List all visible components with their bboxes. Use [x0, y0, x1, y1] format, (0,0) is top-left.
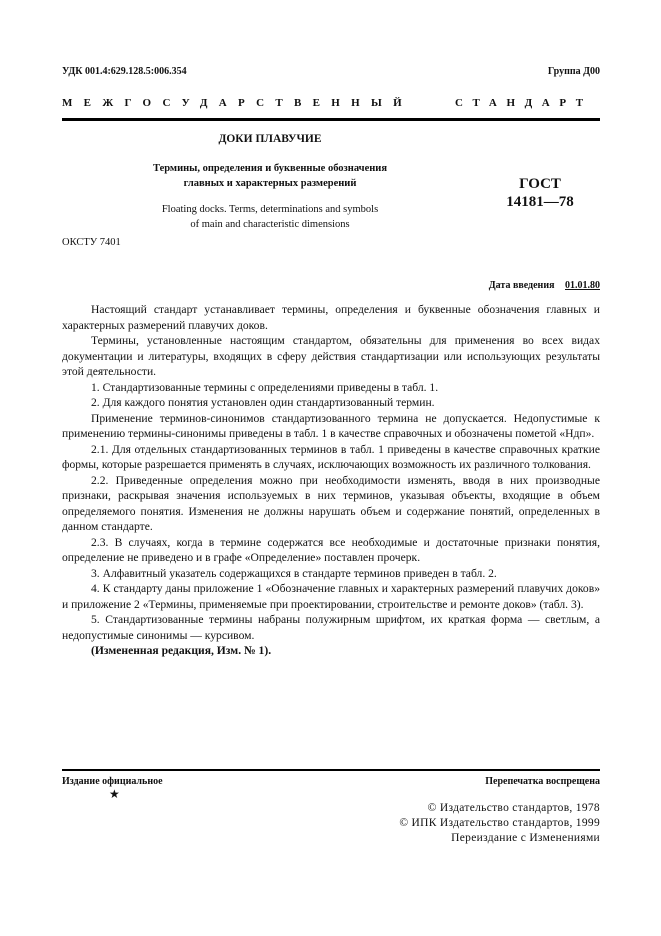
paragraph: Настоящий стандарт устанавливает термины, определения и буквенные обозначения главных и характерных размерений плавучих доков. [62, 303, 600, 332]
paragraph: Термины, установленные настоящим стандартом, обязательны для применения во всех видах документации и литературы, входящих в сферу действия стандартизации или использующих результаты этой деятельности. [62, 334, 600, 378]
gost-label: ГОСТ [519, 176, 561, 192]
standard-type-word1: МЕЖГОСУДАРСТВЕННЫЙ [62, 97, 413, 109]
paragraph: 3. Алфавитный указатель содержащихся в стандарте терминов приведен в табл. 2. [91, 566, 497, 580]
english-title-line: Floating docks. Terms, determinations and symbols [161, 204, 379, 215]
english-title [120, 202, 420, 232]
header-rule [62, 118, 600, 121]
reissue-note: Переиздание с Изменениями [451, 832, 600, 844]
paragraph: 2.3. В случаях, когда в термине содержатся все необходимые и достаточные признаки понятия, определение не приведено и в графе «Определение» поставлен прочерк. [62, 535, 600, 564]
official-edition: Издание официальное [62, 776, 163, 787]
copyright-line: © Издательство стандартов, 1978 [427, 802, 600, 814]
okstu-code: ОКСТУ 7401 [62, 237, 121, 248]
copyright-line: © ИПК Издательство стандартов, 1999 [399, 817, 600, 829]
reprint-prohibited: Перепечатка воспрещена [485, 776, 600, 787]
paragraph: 4. К стандарту даны приложение 1 «Обозначение главных и характерных размерений плавучих доков» и приложение 2 «Термины, применяемые при проектировании, строительстве и ремонте доков» (табл. 3). [62, 582, 600, 611]
paragraph: 5. Стандартизованные термины набраны полужирным шрифтом, их краткая форма — светлым, а недопустимые синонимы — курсивом. [62, 613, 600, 642]
effective-date-label: Дата введения [488, 280, 555, 291]
subtitle-line: главных и характерных размерений [183, 178, 357, 189]
paragraph: 2. Для каждого понятия установлен один стандартизованный термин. [91, 396, 435, 409]
document-title: ДОКИ ПЛАВУЧИЕ [218, 133, 322, 145]
paragraph: 2.1. Для отдельных стандартизованных терминов в табл. 1 приведены в качестве справочных краткие формы, которые разрешается применять в случаях, исключающих возможность их различного толкования. [62, 442, 600, 471]
footer-rule [62, 769, 600, 771]
document-subtitle [120, 161, 420, 191]
gost-number: 14181—78 [506, 194, 574, 210]
gost-designation [490, 175, 590, 211]
document-body [62, 302, 600, 659]
udk-code: УДК 001.4:629.128.5:006.354 [62, 66, 187, 77]
effective-date-value: 01.01.80 [565, 280, 600, 291]
standard-type-word2: СТАНДАРТ [455, 97, 593, 109]
copyright-block [399, 801, 600, 846]
english-title-line: of main and characteristic dimensions [190, 219, 350, 230]
amendment-note: (Измененная редакция, Изм. № 1). [91, 644, 272, 657]
effective-date [489, 280, 600, 291]
paragraph: Применение терминов-синонимов стандартизованного термина не допускается. Недопустимые к применению термины-синонимы приведены в табл. 1 в качестве справочных и обозначены пометой «Ндп». [62, 411, 600, 440]
paragraph: 1. Стандартизованные термины с определениями приведены в табл. 1. [91, 380, 439, 394]
subtitle-line: Термины, определения и буквенные обозначения [152, 163, 388, 174]
group-code: Группа Д00 [547, 66, 600, 77]
paragraph: 2.2. Приведенные определения можно при необходимости изменять, вводя в них производные признаки, раскрывая значения используемых в них терминов, указывая объекты, входящие в объем определяемого понятия. Изменения не должны нарушать объем и содержание понятий, определенных в данном стандарте. [62, 473, 600, 533]
star-icon: ★ [109, 787, 120, 801]
